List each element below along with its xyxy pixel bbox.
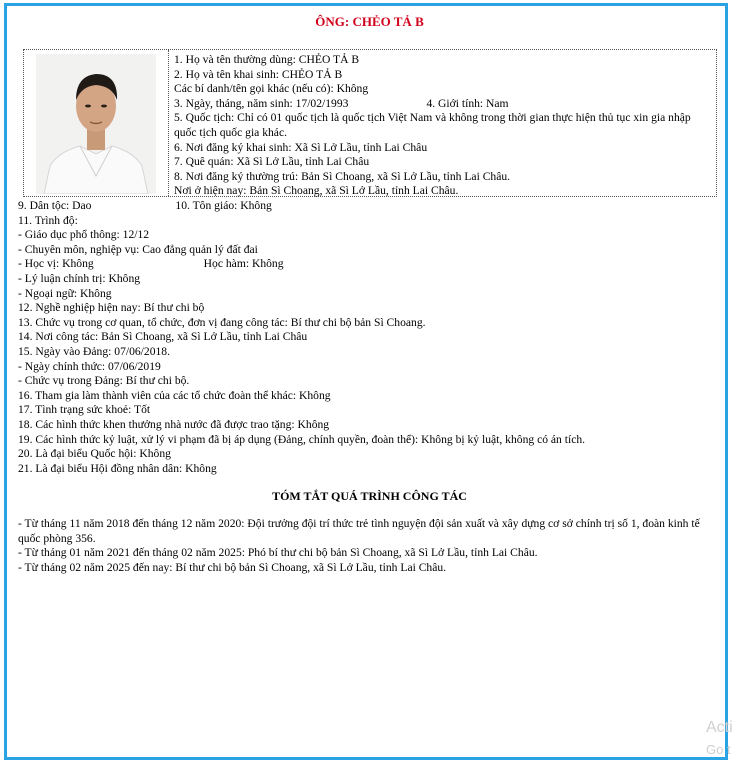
field-birth-name: 2. Họ và tên khai sinh: CHẺO TẢ B xyxy=(174,67,343,81)
field-awards: 18. Các hình thức khen thưởng nhà nước đã được trao tặng: Không xyxy=(18,417,330,431)
field-workplace: 14. Nơi công tác: Bản Sì Choang, xã Sì Lở Lầu, tỉnh Lai Châu xyxy=(18,330,308,344)
photo-cell xyxy=(24,50,169,196)
field-national-assembly: 20. Là đại biểu Quốc hội: Không xyxy=(18,447,171,461)
field-birth-date-gender xyxy=(174,97,710,112)
work-entry: - Từ tháng 01 năm 2021 đến tháng 02 năm 2025: Phó bí thư chi bộ bản Sì Choang, xã Sì Lở Lầu, tỉnh Lai Châu. xyxy=(18,546,538,560)
field-political-theory: - Lý luận chính trị: Không xyxy=(18,271,141,285)
profile-box xyxy=(23,49,717,197)
field-aliases: Các bí danh/tên gọi khác (nếu có): Không xyxy=(174,82,369,96)
field-degree-title xyxy=(18,257,718,272)
activation-watermark-subtext: Go t xyxy=(706,742,731,757)
field-discipline: 19. Các hình thức kỷ luật, xử lý vi phạm đã bị áp dụng (Đảng, chính quyền, đoàn thể): Không bị kỷ luật, không có án tích. xyxy=(18,432,586,446)
profile-info xyxy=(174,53,710,199)
field-gender: 4. Giới tính: Nam xyxy=(426,96,509,110)
field-party-position: - Chức vụ trong Đảng: Bí thư chi bộ. xyxy=(18,374,190,388)
field-academic-title: Học hàm: Không xyxy=(203,257,284,271)
field-occupation: 12. Nghề nghiệp hiện nay: Bí thư chi bộ xyxy=(18,301,205,315)
portrait-photo xyxy=(36,54,156,194)
activation-watermark: Acti xyxy=(706,719,733,736)
field-position: 13. Chức vụ trong cơ quan, tổ chức, đơn vị đang công tác: Bí thư chi bộ bản Sì Choang. xyxy=(18,315,426,329)
field-foreign-language: - Ngoại ngữ: Không xyxy=(18,286,112,300)
field-party-admission: 15. Ngày vào Đảng: 07/06/2018. xyxy=(18,344,170,358)
field-permanent-residence: 8. Nơi đăng ký thường trú: Bản Sì Choang, xã Sì Lở Lầu, tỉnh Lai Châu. xyxy=(174,169,511,183)
field-birth-registration: 6. Nơi đăng ký khai sinh: Xã Sì Lở Lầu, tỉnh Lai Châu xyxy=(174,140,428,154)
page-title: ÔNG: CHẺO TẢ B xyxy=(315,14,424,29)
field-degree: - Học vị: Không xyxy=(18,257,94,271)
field-ethnicity: 9. Dân tộc: Dao xyxy=(18,199,92,212)
field-common-name: 1. Họ và tên thường dùng: CHẺO TẢ B xyxy=(174,53,360,66)
field-religion: 10. Tôn giáo: Không xyxy=(175,199,272,212)
field-education-level: 11. Trình độ: xyxy=(18,213,78,227)
field-official-date: - Ngày chính thức: 07/06/2019 xyxy=(18,359,161,373)
field-hometown: 7. Quê quán: Xã Sì Lở Lầu, tỉnh Lai Châu xyxy=(174,155,370,169)
work-history xyxy=(18,517,723,575)
field-health: 17. Tình trạng sức khoẻ: Tốt xyxy=(18,403,151,417)
field-ethnicity-religion xyxy=(18,199,718,214)
details-section xyxy=(18,199,718,476)
field-nationality: 5. Quốc tịch: Chỉ có 01 quốc tịch là quốc tịch Việt Nam và không trong thời gian thực hiện thủ tục xin gia nhập quốc tịch quốc gia khác. xyxy=(174,111,691,139)
work-history-heading: TÓM TẮT QUÁ TRÌNH CÔNG TÁC xyxy=(272,489,467,503)
work-entry: - Từ tháng 11 năm 2018 đến tháng 12 năm 2020: Đội trưởng đội trí thức trẻ tình nguyện đội sản xuất và xây dựng cơ sở chính trị số 1, đoàn kinh tế quốc phòng 356. xyxy=(18,517,700,545)
field-birth-date: 3. Ngày, tháng, năm sinh: 17/02/1993 xyxy=(174,96,349,110)
work-entry: - Từ tháng 02 năm 2025 đến nay: Bí thư chi bộ bản Sì Choang, xã Sì Lở Lầu, tỉnh Lai Châu. xyxy=(18,560,447,574)
field-current-residence: Nơi ở hiện nay: Bản Sì Choang, xã Sì Lở Lầu, tỉnh Lai Châu. xyxy=(174,184,459,198)
field-peoples-council: 21. Là đại biểu Hội đồng nhân dân: Không xyxy=(18,461,217,475)
field-general-education: - Giáo dục phổ thông: 12/12 xyxy=(18,228,150,242)
field-memberships: 16. Tham gia làm thành viên của các tổ chức đoàn thể khác: Không xyxy=(18,388,331,402)
field-professional-expertise: - Chuyên môn, nghiệp vụ: Cao đẳng quản lý đất đai xyxy=(18,242,258,256)
